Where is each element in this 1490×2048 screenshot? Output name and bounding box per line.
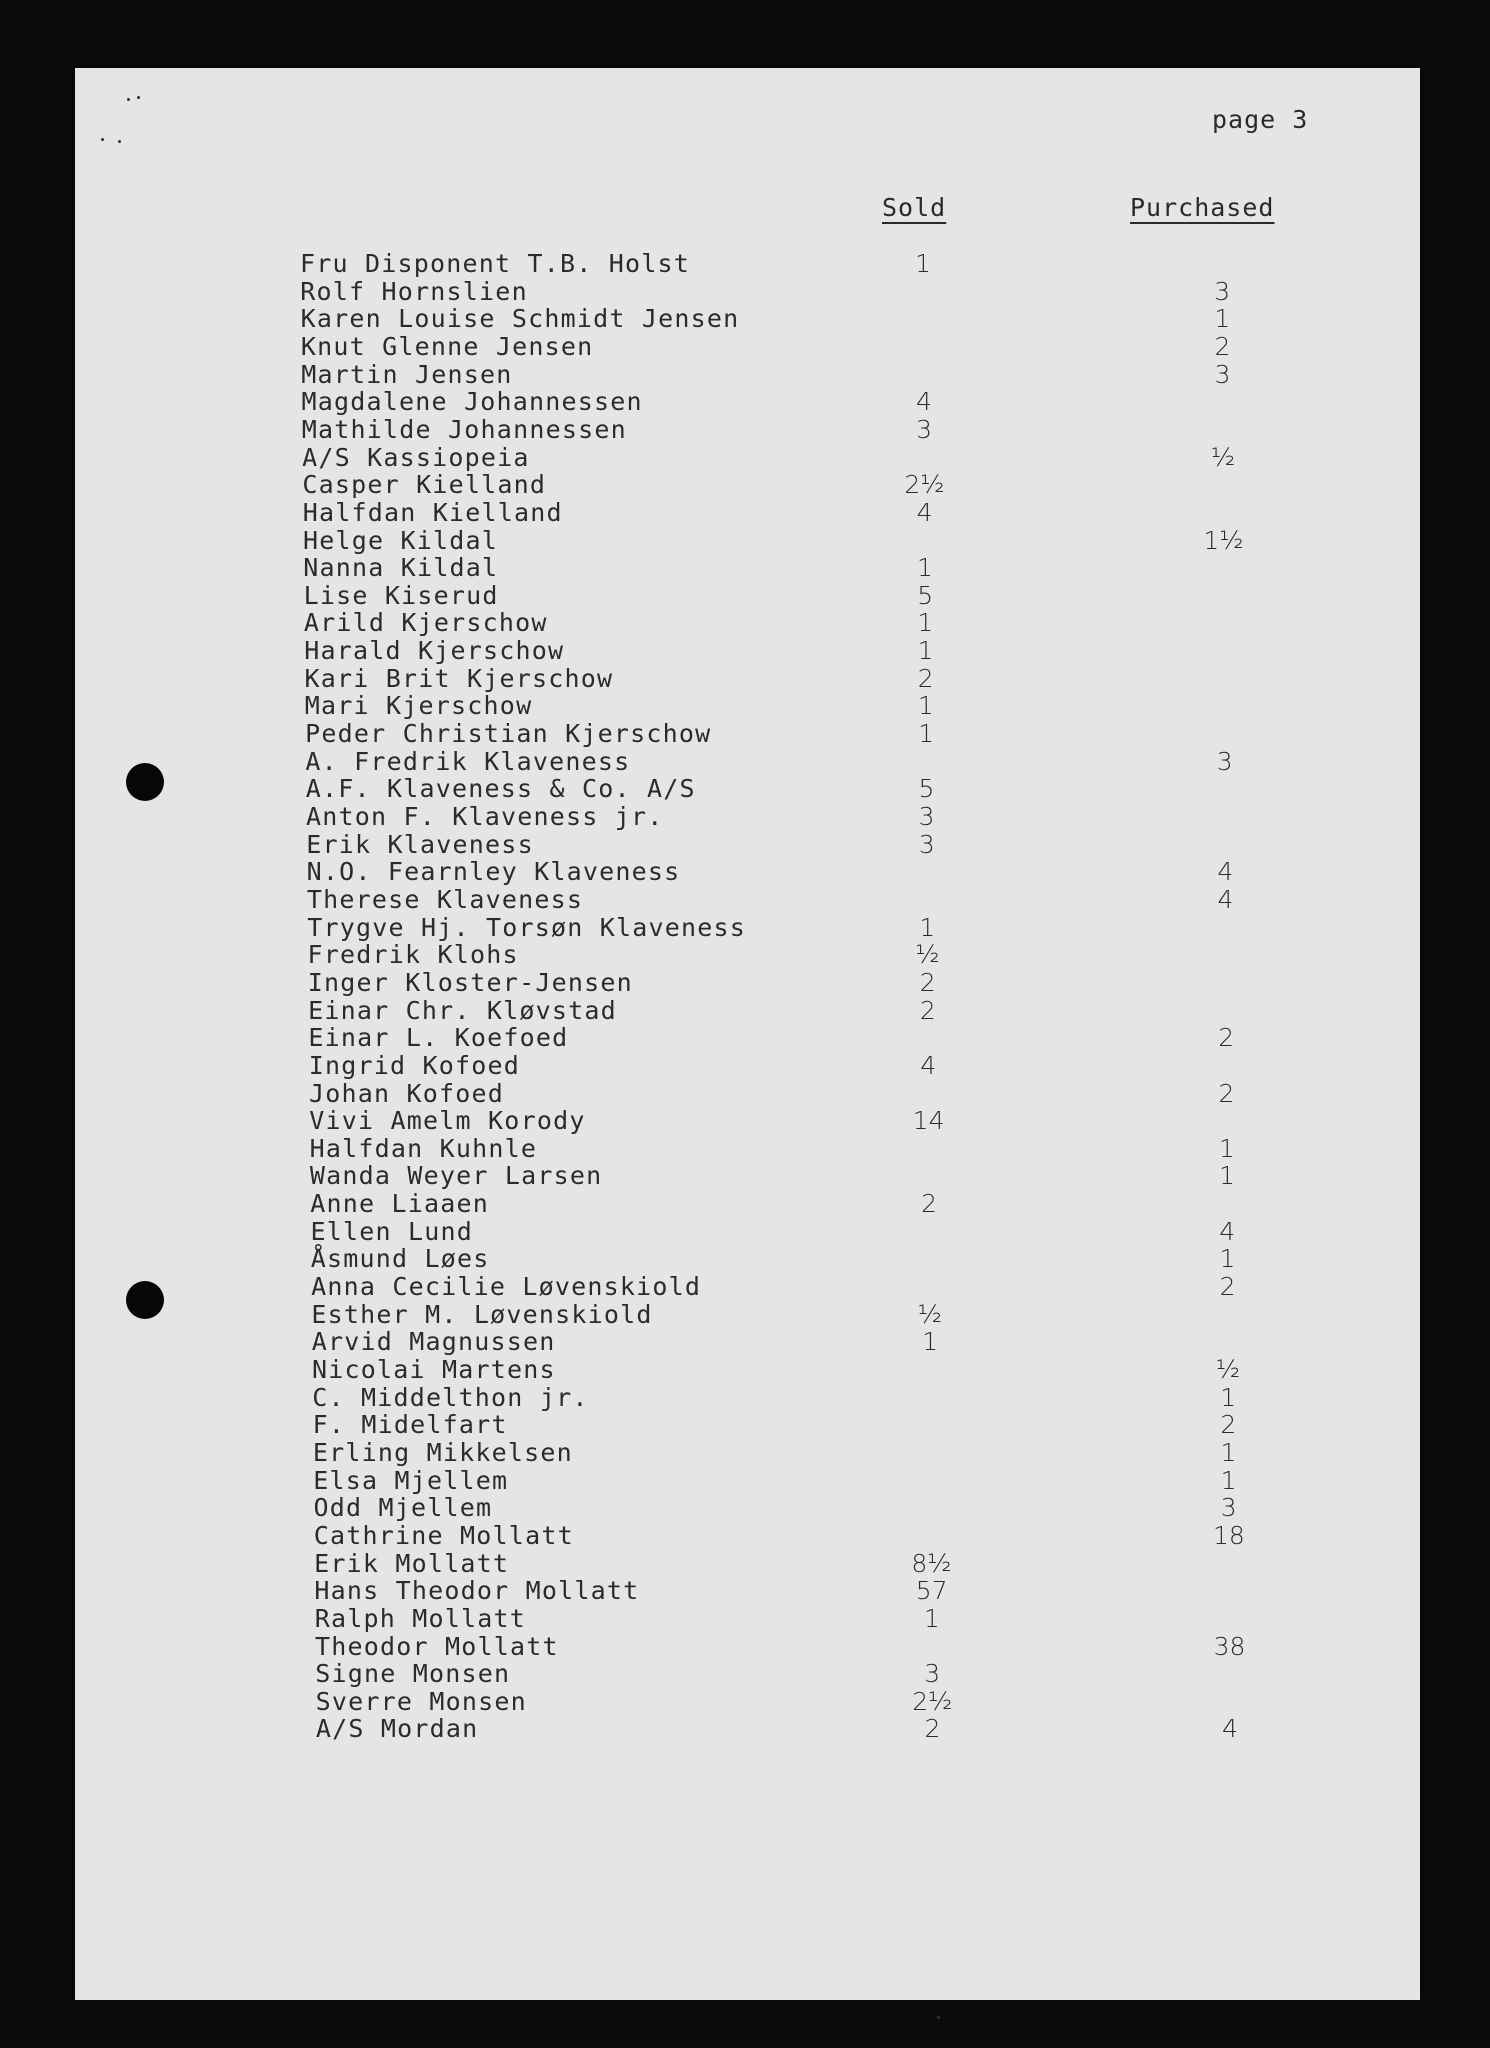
- row-sold: 2: [921, 1189, 938, 1219]
- row-sold: 1: [917, 553, 933, 583]
- table-row: [0, 1384, 1490, 1412]
- row-sold: 3: [918, 829, 935, 859]
- table-row: [0, 1328, 1490, 1356]
- row-name: Odd Mjellem: [313, 1493, 493, 1523]
- row-name: Lise Kiserud: [303, 580, 499, 610]
- row-purchased: 38: [1213, 1631, 1246, 1661]
- row-name: Erling Mikkelsen: [312, 1437, 573, 1467]
- table-row: [0, 941, 1490, 969]
- table-row: [0, 444, 1490, 472]
- table-row: [0, 527, 1490, 555]
- row-name: Trygve Hj. Torsøn Klaveness: [307, 912, 746, 942]
- row-name: Vivi Amelm Korody: [309, 1106, 586, 1136]
- row-purchased: 4: [1217, 884, 1234, 914]
- row-sold: ½: [915, 940, 940, 970]
- row-sold: 4: [915, 387, 932, 417]
- row-sold: 57: [915, 1576, 948, 1606]
- table-row: [0, 803, 1490, 831]
- table-row: [0, 1024, 1490, 1052]
- table-row: [0, 305, 1490, 333]
- row-purchased: 1: [1219, 1244, 1236, 1274]
- row-sold: 2½: [912, 1686, 953, 1716]
- table-row: [0, 1411, 1490, 1439]
- table-row: [0, 471, 1490, 499]
- row-purchased: 3: [1214, 359, 1231, 389]
- row-name: Johan Kofoed: [309, 1078, 505, 1108]
- row-purchased: 1: [1220, 1437, 1237, 1467]
- page-number: page 3: [1212, 105, 1309, 134]
- row-purchased: 2: [1219, 1272, 1236, 1302]
- row-name: Martin Jensen: [301, 359, 513, 389]
- row-purchased: 1: [1218, 1161, 1235, 1191]
- row-name: Wanda Weyer Larsen: [309, 1161, 603, 1191]
- row-name: Helge Kildal: [303, 525, 499, 555]
- row-name: Cathrine Mollatt: [313, 1520, 574, 1550]
- table-row: [0, 775, 1490, 803]
- row-purchased: 1: [1220, 1382, 1237, 1412]
- row-name: Ralph Mollatt: [314, 1603, 526, 1633]
- table-row: [0, 388, 1490, 416]
- row-name: Einar Chr. Kløvstad: [308, 995, 617, 1025]
- row-purchased: 2: [1218, 1023, 1235, 1053]
- table-row: [0, 361, 1490, 389]
- column-header-sold: Sold: [882, 193, 947, 222]
- table-row: [0, 416, 1490, 444]
- column-header-purchased: Purchased: [1130, 193, 1275, 222]
- row-sold: 2: [917, 663, 934, 693]
- table-row: [0, 499, 1490, 527]
- table-row: [0, 969, 1490, 997]
- table-row: [0, 1577, 1490, 1605]
- row-name: Arild Kjerschow: [303, 608, 548, 638]
- row-name: Elsa Mjellem: [313, 1465, 509, 1495]
- row-name: C. Middelthon jr.: [312, 1382, 589, 1412]
- row-purchased: 1½: [1203, 525, 1244, 555]
- row-sold: 3: [916, 414, 933, 444]
- row-name: Harald Kjerschow: [304, 636, 565, 666]
- row-sold: 8½: [911, 1548, 952, 1578]
- row-name: Anne Liaaen: [310, 1189, 489, 1219]
- row-name: Erik Klaveness: [306, 829, 534, 859]
- table-row: [0, 1467, 1490, 1495]
- row-name: Theodor Mollatt: [315, 1631, 559, 1661]
- row-name: Peder Christian Kjerschow: [305, 719, 712, 749]
- table-row: [0, 1439, 1490, 1467]
- table-row: [0, 1080, 1490, 1108]
- row-name: Erik Mollatt: [314, 1548, 510, 1578]
- row-name: Mathilde Johannessen: [301, 414, 627, 444]
- row-purchased: 3: [1214, 276, 1231, 306]
- row-purchased: 3: [1220, 1493, 1237, 1523]
- row-name: Halfdan Kuhnle: [309, 1133, 538, 1163]
- row-sold: 1: [918, 719, 934, 749]
- row-name: Knut Glenne Jensen: [300, 331, 594, 361]
- table-row: [0, 1245, 1490, 1273]
- row-sold: 1: [917, 608, 934, 638]
- row-sold: 3: [924, 1659, 941, 1689]
- row-sold: 5: [917, 580, 934, 610]
- table-row: [0, 1135, 1490, 1163]
- row-name: Magdalene Johannessen: [301, 387, 643, 417]
- row-sold: 4: [920, 1050, 937, 1080]
- table-row: [0, 637, 1490, 665]
- table-row: [0, 720, 1490, 748]
- row-purchased: 4: [1221, 1714, 1238, 1744]
- table-row: [0, 1356, 1490, 1384]
- row-name: Hans Theodor Mollatt: [314, 1576, 640, 1606]
- table-row: [0, 1301, 1490, 1329]
- row-name: Casper Kielland: [302, 470, 547, 500]
- row-purchased: 2: [1214, 331, 1231, 361]
- table-row: [0, 1052, 1490, 1080]
- table-row: [0, 1107, 1490, 1135]
- row-name: A/S Mordan: [315, 1714, 479, 1744]
- row-sold: 2: [919, 967, 936, 997]
- table-row: [0, 1660, 1490, 1688]
- row-sold: ½: [917, 1299, 942, 1329]
- table-row: [0, 1633, 1490, 1661]
- table-row: [0, 831, 1490, 859]
- row-sold: 1: [917, 691, 934, 721]
- row-purchased: 2: [1220, 1410, 1237, 1440]
- row-name: N.O. Fearnley Klaveness: [306, 857, 681, 887]
- table-row: [0, 1190, 1490, 1218]
- table-row: [0, 1218, 1490, 1246]
- table-row: [0, 1550, 1490, 1578]
- row-sold: 1: [917, 636, 934, 666]
- table-row: [0, 665, 1490, 693]
- row-name: Karen Louise Schmidt Jensen: [300, 304, 740, 334]
- row-name: Therese Klaveness: [306, 884, 584, 914]
- row-purchased: 4: [1217, 857, 1234, 887]
- row-name: A. Fredrik Klaveness: [305, 746, 631, 776]
- row-name: Anna Cecilie Løvenskiold: [311, 1272, 702, 1302]
- table-row: [0, 1273, 1490, 1301]
- table-row: [0, 886, 1490, 914]
- row-sold: 2: [924, 1714, 941, 1744]
- table-row: [0, 554, 1490, 582]
- row-purchased: ½: [1215, 1355, 1241, 1384]
- row-name: Sverre Monsen: [315, 1686, 527, 1716]
- row-name: Fru Disponent T.B. Holst: [300, 249, 691, 278]
- table-row: [0, 1494, 1490, 1522]
- row-purchased: ½: [1210, 442, 1236, 472]
- row-purchased: 18: [1212, 1520, 1245, 1550]
- table-row: [0, 609, 1490, 637]
- row-sold: 2: [919, 995, 936, 1025]
- row-name: Einar L. Koefoed: [308, 1023, 569, 1053]
- table-row: [0, 278, 1490, 306]
- row-name: Kari Brit Kjerschow: [304, 663, 614, 693]
- row-name: Inger Kloster-Jensen: [307, 967, 633, 997]
- row-name: Nicolai Martens: [312, 1355, 556, 1384]
- row-sold: 4: [916, 497, 933, 527]
- row-sold: 1: [915, 249, 931, 278]
- row-name: Fredrik Klohs: [307, 940, 519, 970]
- row-name: Arvid Magnussen: [311, 1327, 556, 1357]
- row-name: A.F. Klaveness & Co. A/S: [305, 774, 696, 804]
- row-name: Ellen Lund: [310, 1216, 474, 1246]
- row-sold: 1: [919, 912, 936, 942]
- row-purchased: 2: [1218, 1078, 1235, 1108]
- table-row: [0, 1688, 1490, 1716]
- row-name: A/S Kassiopeia: [302, 442, 530, 472]
- row-sold: 14: [912, 1106, 945, 1136]
- row-name: Mari Kjerschow: [304, 691, 533, 721]
- table-row: [0, 250, 1490, 278]
- table-row: [0, 692, 1490, 720]
- row-name: Esther M. Løvenskiold: [311, 1299, 653, 1329]
- row-purchased: 4: [1219, 1216, 1236, 1246]
- row-name: Åsmund Løes: [310, 1244, 490, 1274]
- table-row: [0, 1162, 1490, 1190]
- row-name: Signe Monsen: [315, 1659, 511, 1689]
- table-row: [0, 333, 1490, 361]
- row-sold: 1: [922, 1327, 938, 1357]
- row-sold: 5: [918, 774, 935, 804]
- row-name: F. Midelfart: [312, 1410, 508, 1440]
- table-row: [0, 748, 1490, 776]
- table-row: [0, 997, 1490, 1025]
- row-name: Rolf Hornslien: [300, 276, 528, 306]
- row-sold: 2½: [904, 470, 945, 500]
- row-purchased: 1: [1220, 1465, 1237, 1495]
- row-name: Anton F. Klaveness jr.: [306, 802, 664, 831]
- row-name: Halfdan Kielland: [302, 497, 563, 527]
- row-sold: 1: [923, 1603, 940, 1633]
- table-row: [0, 914, 1490, 942]
- row-purchased: 3: [1216, 746, 1233, 776]
- row-name: Nanna Kildal: [303, 553, 499, 583]
- row-purchased: 1: [1218, 1133, 1235, 1163]
- table-row: [0, 1522, 1490, 1550]
- table-row: [0, 1605, 1490, 1633]
- row-sold: 3: [918, 802, 935, 831]
- row-name: Ingrid Kofoed: [308, 1050, 520, 1080]
- table-row: [0, 858, 1490, 886]
- table-row: [0, 1715, 1490, 1743]
- row-purchased: 1: [1214, 304, 1231, 334]
- table-row: [0, 582, 1490, 610]
